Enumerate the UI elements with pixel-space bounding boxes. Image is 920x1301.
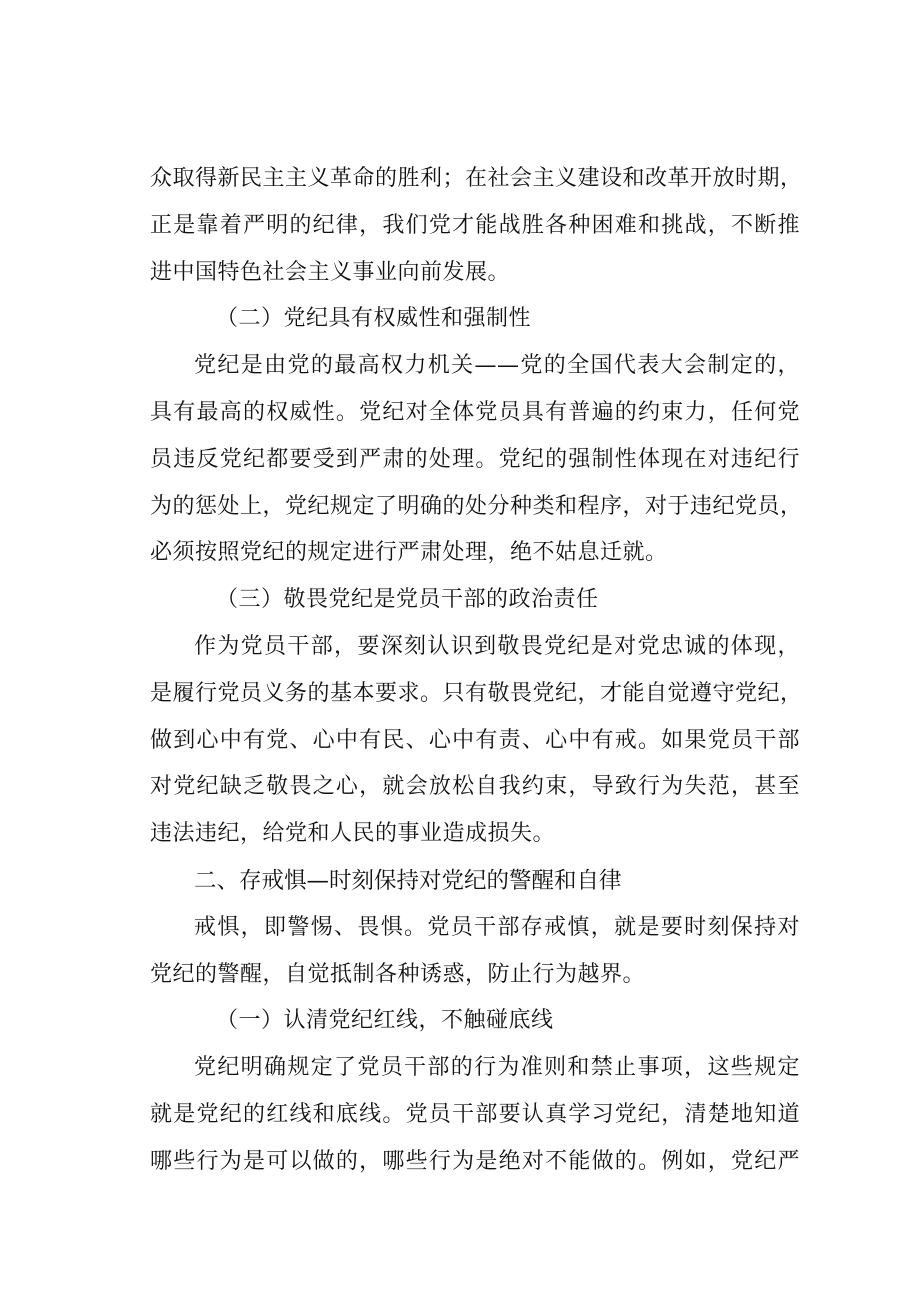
paragraph-line: 是履行党员义务的基本要求。只有敬畏党纪，才能自觉遵守党纪， — [150, 680, 803, 706]
section-subheading: （一）认清党纪红线，不触碰底线 — [216, 1008, 554, 1034]
paragraph-line: 为的惩处上，党纪规定了明确的处分种类和程序，对于违纪党员， — [150, 493, 803, 519]
paragraph-line: 众取得新民主主义革命的胜利；在社会主义建设和改革开放时期， — [150, 166, 803, 191]
paragraph-line: 违法违纪，给党和人民的事业造成损失。 — [150, 821, 556, 847]
paragraph-line: 党纪的警醒，自觉抵制各种诱惑，防止行为越界。 — [150, 961, 646, 987]
paragraph-line: 必须按照党纪的规定进行严肃处理，绝不姑息迁就。 — [150, 540, 668, 566]
section-subheading: （三）敬畏党纪是党员干部的政治责任 — [216, 587, 599, 613]
paragraph-line: 哪些行为是可以做的，哪些行为是绝对不能做的。例如，党纪严 — [150, 1148, 800, 1174]
paragraph-line: 对党纪缺乏敬畏之心，就会放松自我约束，导致行为失范，甚至 — [150, 774, 800, 800]
paragraph-line: 党纪是由党的最高权力机关——党的全国代表大会制定的， — [194, 353, 800, 379]
paragraph-line: 党纪明确规定了党员干部的行为准则和禁止事项，这些规定 — [194, 1055, 800, 1081]
paragraph-line: 具有最高的权威性。党纪对全体党员具有普遍的约束力，任何党 — [150, 399, 800, 425]
paragraph-line: 做到心中有党、心中有民、心中有责、心中有戒。如果党员干部 — [150, 727, 800, 753]
paragraph-line: 作为党员干部，要深刻认识到敬畏党纪是对党忠诚的体现， — [194, 633, 800, 659]
paragraph-line: 戒惧，即警惕、畏惧。党员干部存戒慎，就是要时刻保持对 — [194, 914, 800, 940]
section-subheading: （二）党纪具有权威性和强制性 — [216, 306, 532, 332]
document-body — [150, 156, 803, 1186]
paragraph-line: 员违反党纪都要受到严肃的处理。党纪的强制性体现在对违纪行 — [150, 446, 800, 472]
section-heading: 二、存戒惧—时刻保持对党纪的警醒和自律 — [194, 867, 622, 894]
paragraph-line: 进中国特色社会主义事业向前发展。 — [150, 259, 511, 285]
paragraph-line: 正是靠着严明的纪律，我们党才能战胜各种困难和挑战，不断推 — [150, 212, 800, 238]
paragraph-line: 就是党纪的红线和底线。党员干部要认真学习党纪，清楚地知道 — [150, 1101, 800, 1127]
